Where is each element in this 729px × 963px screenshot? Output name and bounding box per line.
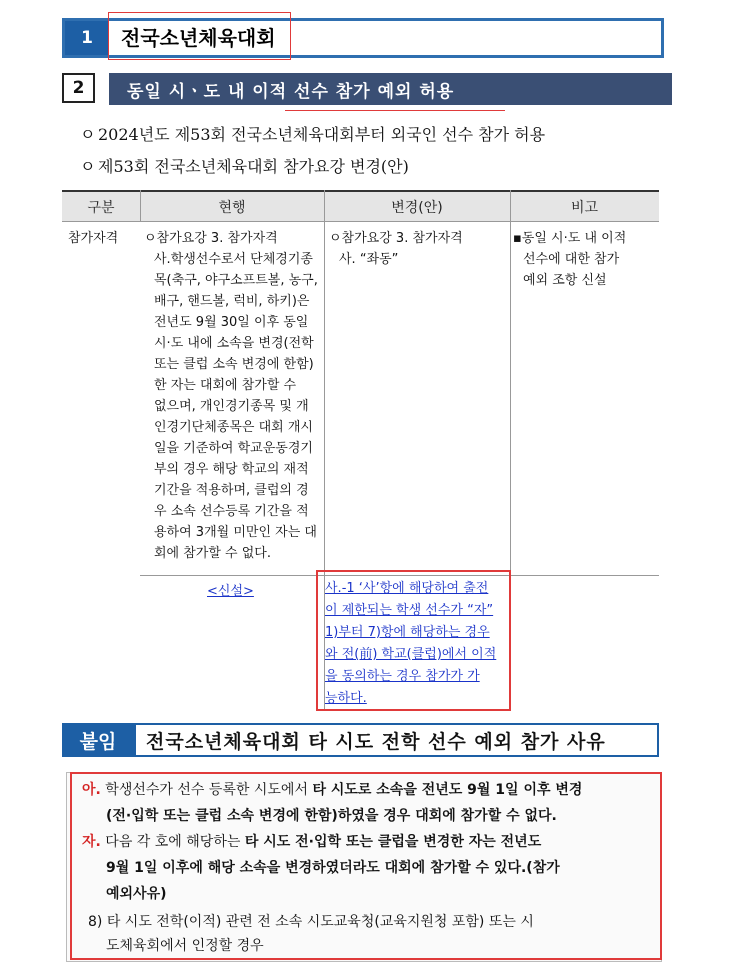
clause-b-bold: 예외사유) — [106, 886, 167, 902]
header-changed: 변경(안) — [391, 200, 443, 216]
new-clause-text — [325, 578, 496, 710]
note-line: ▪동일 시·도 내 이적 — [513, 231, 627, 246]
bullet-text: 제53회 전국소년체육대회 참가요강 변경(안) — [98, 157, 409, 176]
clause-b-line — [106, 858, 560, 878]
current-line: 배구, 핸드볼, 럭비, 하키)은 — [154, 294, 310, 309]
new-clause-line: 능하다. — [325, 691, 367, 706]
bullet-marker: ㅇ — [80, 157, 96, 176]
current-rule-cell — [144, 228, 322, 564]
current-line: 목(축구, 야구소프트볼, 농구, — [154, 273, 318, 288]
clause-a-bold: (전·입학 또는 클럽 소속 변경에 한함)하였을 경우 대회에 참가할 수 없다. — [106, 808, 557, 824]
new-clause-line: 와 전(前) 학교(클럽)에서 이적 — [325, 647, 497, 662]
attachment-header — [62, 719, 659, 761]
clause-b-bold: 9월 1일 이후에 해당 소속을 변경하였더라도 대회에 참가할 수 있다.(참가 — [106, 860, 560, 876]
new-clause-line: 사.-1 ‘사’항에 해당하여 출전 — [325, 581, 489, 596]
current-line: 없으며, 개인경기종목 및 개 — [154, 399, 309, 414]
header-note: 비고 — [570, 200, 599, 216]
divider — [140, 190, 141, 222]
current-line: 또는 클럽 소속 변경에 한함) — [154, 357, 314, 372]
current-line: 우 소속 선수등록 기간을 적 — [154, 504, 309, 519]
attachment-title: 전국소년체육대회 타 시도 전학 선수 예외 참가 사유 — [134, 723, 659, 757]
current-line: 전년도 9월 30일 이후 동일 — [154, 315, 309, 330]
section-1-title: 전국소년체육대회 — [121, 26, 276, 50]
current-line: 인경기단체종목은 대회 개시 — [154, 420, 313, 435]
bullet-item — [80, 154, 409, 177]
current-line: 회에 참가할 수 없다. — [154, 546, 271, 561]
section-1-number: 1 — [65, 21, 109, 55]
bullet-item — [80, 122, 545, 145]
current-line: 일을 기준하여 학교운동경기 — [154, 441, 313, 456]
new-clause-line: 이 제한되는 학생 선수가 “자” — [325, 603, 494, 618]
header-category: 구분 — [87, 200, 115, 216]
note-line: 선수에 대한 참가 — [523, 252, 620, 267]
changed-line: 사. “좌동” — [339, 252, 399, 267]
title-highlight-box — [108, 12, 291, 60]
current-line: ㅇ참가요강 3. 참가자격 — [144, 231, 278, 246]
current-line: 한 자는 대회에 참가할 수 — [154, 378, 297, 393]
category-cell: 참가자격 — [68, 231, 119, 246]
header-current: 현행 — [218, 200, 246, 216]
new-clause-line: 1)부터 7)항에 해당하는 경우 — [325, 625, 490, 640]
attachment-label: 붙임 — [62, 723, 134, 757]
note-cell — [513, 228, 626, 291]
clause-a-plain: 학생선수가 선수 등록한 시도에서 — [105, 782, 313, 798]
current-line: 부의 경우 해당 학교의 재적 — [154, 462, 309, 477]
new-clause-line: 을 동의하는 경우 참가가 가 — [325, 669, 480, 684]
section-2-number: 2 — [62, 73, 95, 103]
changed-line: ㅇ참가요강 3. 참가자격 — [329, 231, 463, 246]
bullet-text: 2024년도 제53회 전국소년체육대회부터 외국인 선수 참가 허용 — [98, 125, 546, 144]
table-header-row — [62, 190, 659, 222]
changed-rule-cell — [329, 228, 463, 270]
clause-a-line — [106, 806, 557, 826]
bullet-marker: ㅇ — [80, 125, 96, 144]
clause-a-line — [82, 780, 582, 800]
section-2-title: 동일 시ㆍ도 내 이적 선수 참가 예외 허용 — [109, 73, 672, 105]
item-8-line: 8) 타 시도 전학(이적) 관련 전 소속 시도교육청(교육지원청 포함) 또는 시 — [88, 914, 534, 930]
section-2-underline — [285, 110, 505, 111]
current-line: 기간을 적용하며, 클럽의 경 — [154, 483, 309, 498]
clause-a-bold: 타 시도로 소속을 전년도 9월 1일 이후 변경 — [312, 782, 583, 798]
current-line: 사.학생선수로서 단체경기종 — [154, 252, 313, 267]
clause-a-marker: 아. — [82, 782, 101, 798]
item-8-line: 도체육회에서 인정할 경우 — [106, 938, 264, 954]
current-line: 용하여 3개월 미만인 자는 대 — [154, 525, 317, 540]
clause-b-line — [82, 832, 541, 852]
clause-b-line — [106, 884, 167, 904]
clause-b-plain: 다음 각 호에 해당하는 — [105, 834, 245, 850]
current-line: 시·도 내에 소속을 변경(전학 — [154, 336, 314, 351]
clause-b-marker: 자. — [82, 834, 101, 850]
clause-b-bold: 타 시도 전·입학 또는 클럽을 변경한 자는 전년도 — [244, 834, 542, 850]
section-2-header — [62, 73, 672, 105]
new-clause-label: <신설> — [207, 584, 254, 599]
note-line: 예외 조항 신설 — [523, 273, 607, 288]
